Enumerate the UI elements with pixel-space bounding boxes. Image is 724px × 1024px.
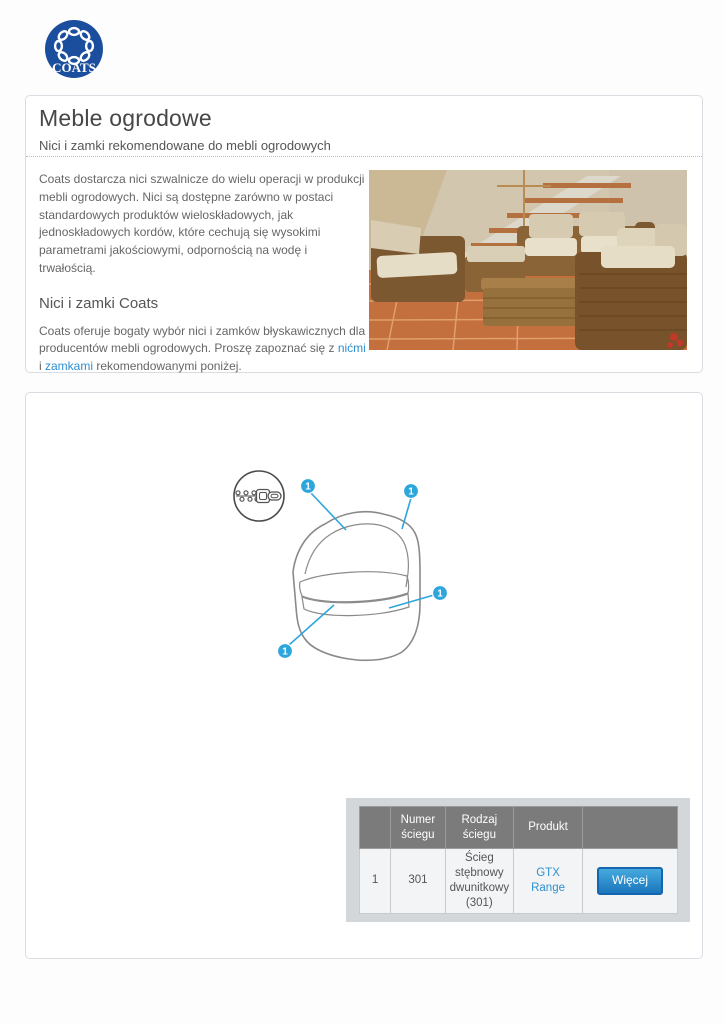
- page-title: Meble ogrodowe: [39, 105, 212, 131]
- svg-text:1: 1: [408, 486, 414, 498]
- recommendation-table: [359, 806, 678, 914]
- dotted-separator: [26, 156, 702, 157]
- column-header-product: Produkt: [514, 807, 583, 849]
- cell-index: 1: [360, 849, 391, 914]
- table-row: [360, 849, 678, 914]
- callout-leader-lines: [289, 492, 434, 645]
- table-header-row: [360, 807, 678, 849]
- coats-logo[interactable]: [45, 20, 103, 78]
- intro-text-column: [39, 171, 366, 376]
- recommendation-card: [25, 392, 703, 959]
- column-header-stitch-number: Numer ściegu: [391, 807, 445, 849]
- column-header-action: [583, 807, 678, 849]
- intro-card: [25, 95, 703, 373]
- chair-cover-diagram: [221, 456, 471, 676]
- callout-marker: [278, 644, 293, 659]
- recommendation-paragraph: [39, 323, 366, 376]
- svg-text:1: 1: [305, 481, 311, 493]
- threads-link[interactable]: nićmi: [337, 341, 366, 356]
- callout-marker: [301, 479, 316, 494]
- intro-paragraph: Coats dostarcza nici szwalnicze do wielu operacji w produkcji mebli ogrodowych. Nici są dostępne zarówno w postaci standardowych produktów wieloskładowych, jak jednoskładowych kordów, które cechują się wysokimi parametrami jakościowymi, odpornością na wodę i trwałością.: [39, 172, 365, 275]
- paragraph2-before: Coats oferuje bogaty wybór nici i zamków błyskawicznych dla producentów mebli ogrodowych. Proszę zapoznać się z: [39, 323, 366, 356]
- svg-text:1: 1: [437, 588, 443, 600]
- cell-stitch-number: 301: [391, 849, 445, 914]
- chair-outline: [293, 512, 420, 661]
- page-header: [26, 96, 702, 153]
- zipper-inset-icon: [234, 471, 284, 521]
- logo-text: COATS: [52, 60, 96, 75]
- product-link[interactable]: GTX Range: [531, 866, 565, 894]
- garden-furniture-photo: [369, 170, 687, 350]
- page-subtitle: Nici i zamki rekomendowane do mebli ogrodowych: [39, 138, 331, 153]
- paragraph2-after: rekomendowanymi poniżej.: [93, 359, 242, 374]
- section-heading: Nici i zamki Coats: [39, 294, 159, 312]
- callout-marker: [433, 586, 448, 601]
- paragraph2-middle: i: [39, 359, 45, 374]
- svg-text:1: 1: [282, 646, 288, 658]
- cell-stitch-type: Ścieg stębnowy dwunitkowy (301): [445, 849, 513, 914]
- more-button[interactable]: Więcej: [597, 867, 663, 895]
- column-header-stitch-type: Rodzaj ściegu: [445, 807, 513, 849]
- column-header-index: [360, 807, 391, 849]
- zippers-link[interactable]: zamkami: [45, 359, 94, 374]
- callout-marker: [404, 484, 419, 499]
- recommendation-table-panel: [346, 798, 690, 922]
- garden-furniture-illustration: [369, 170, 687, 350]
